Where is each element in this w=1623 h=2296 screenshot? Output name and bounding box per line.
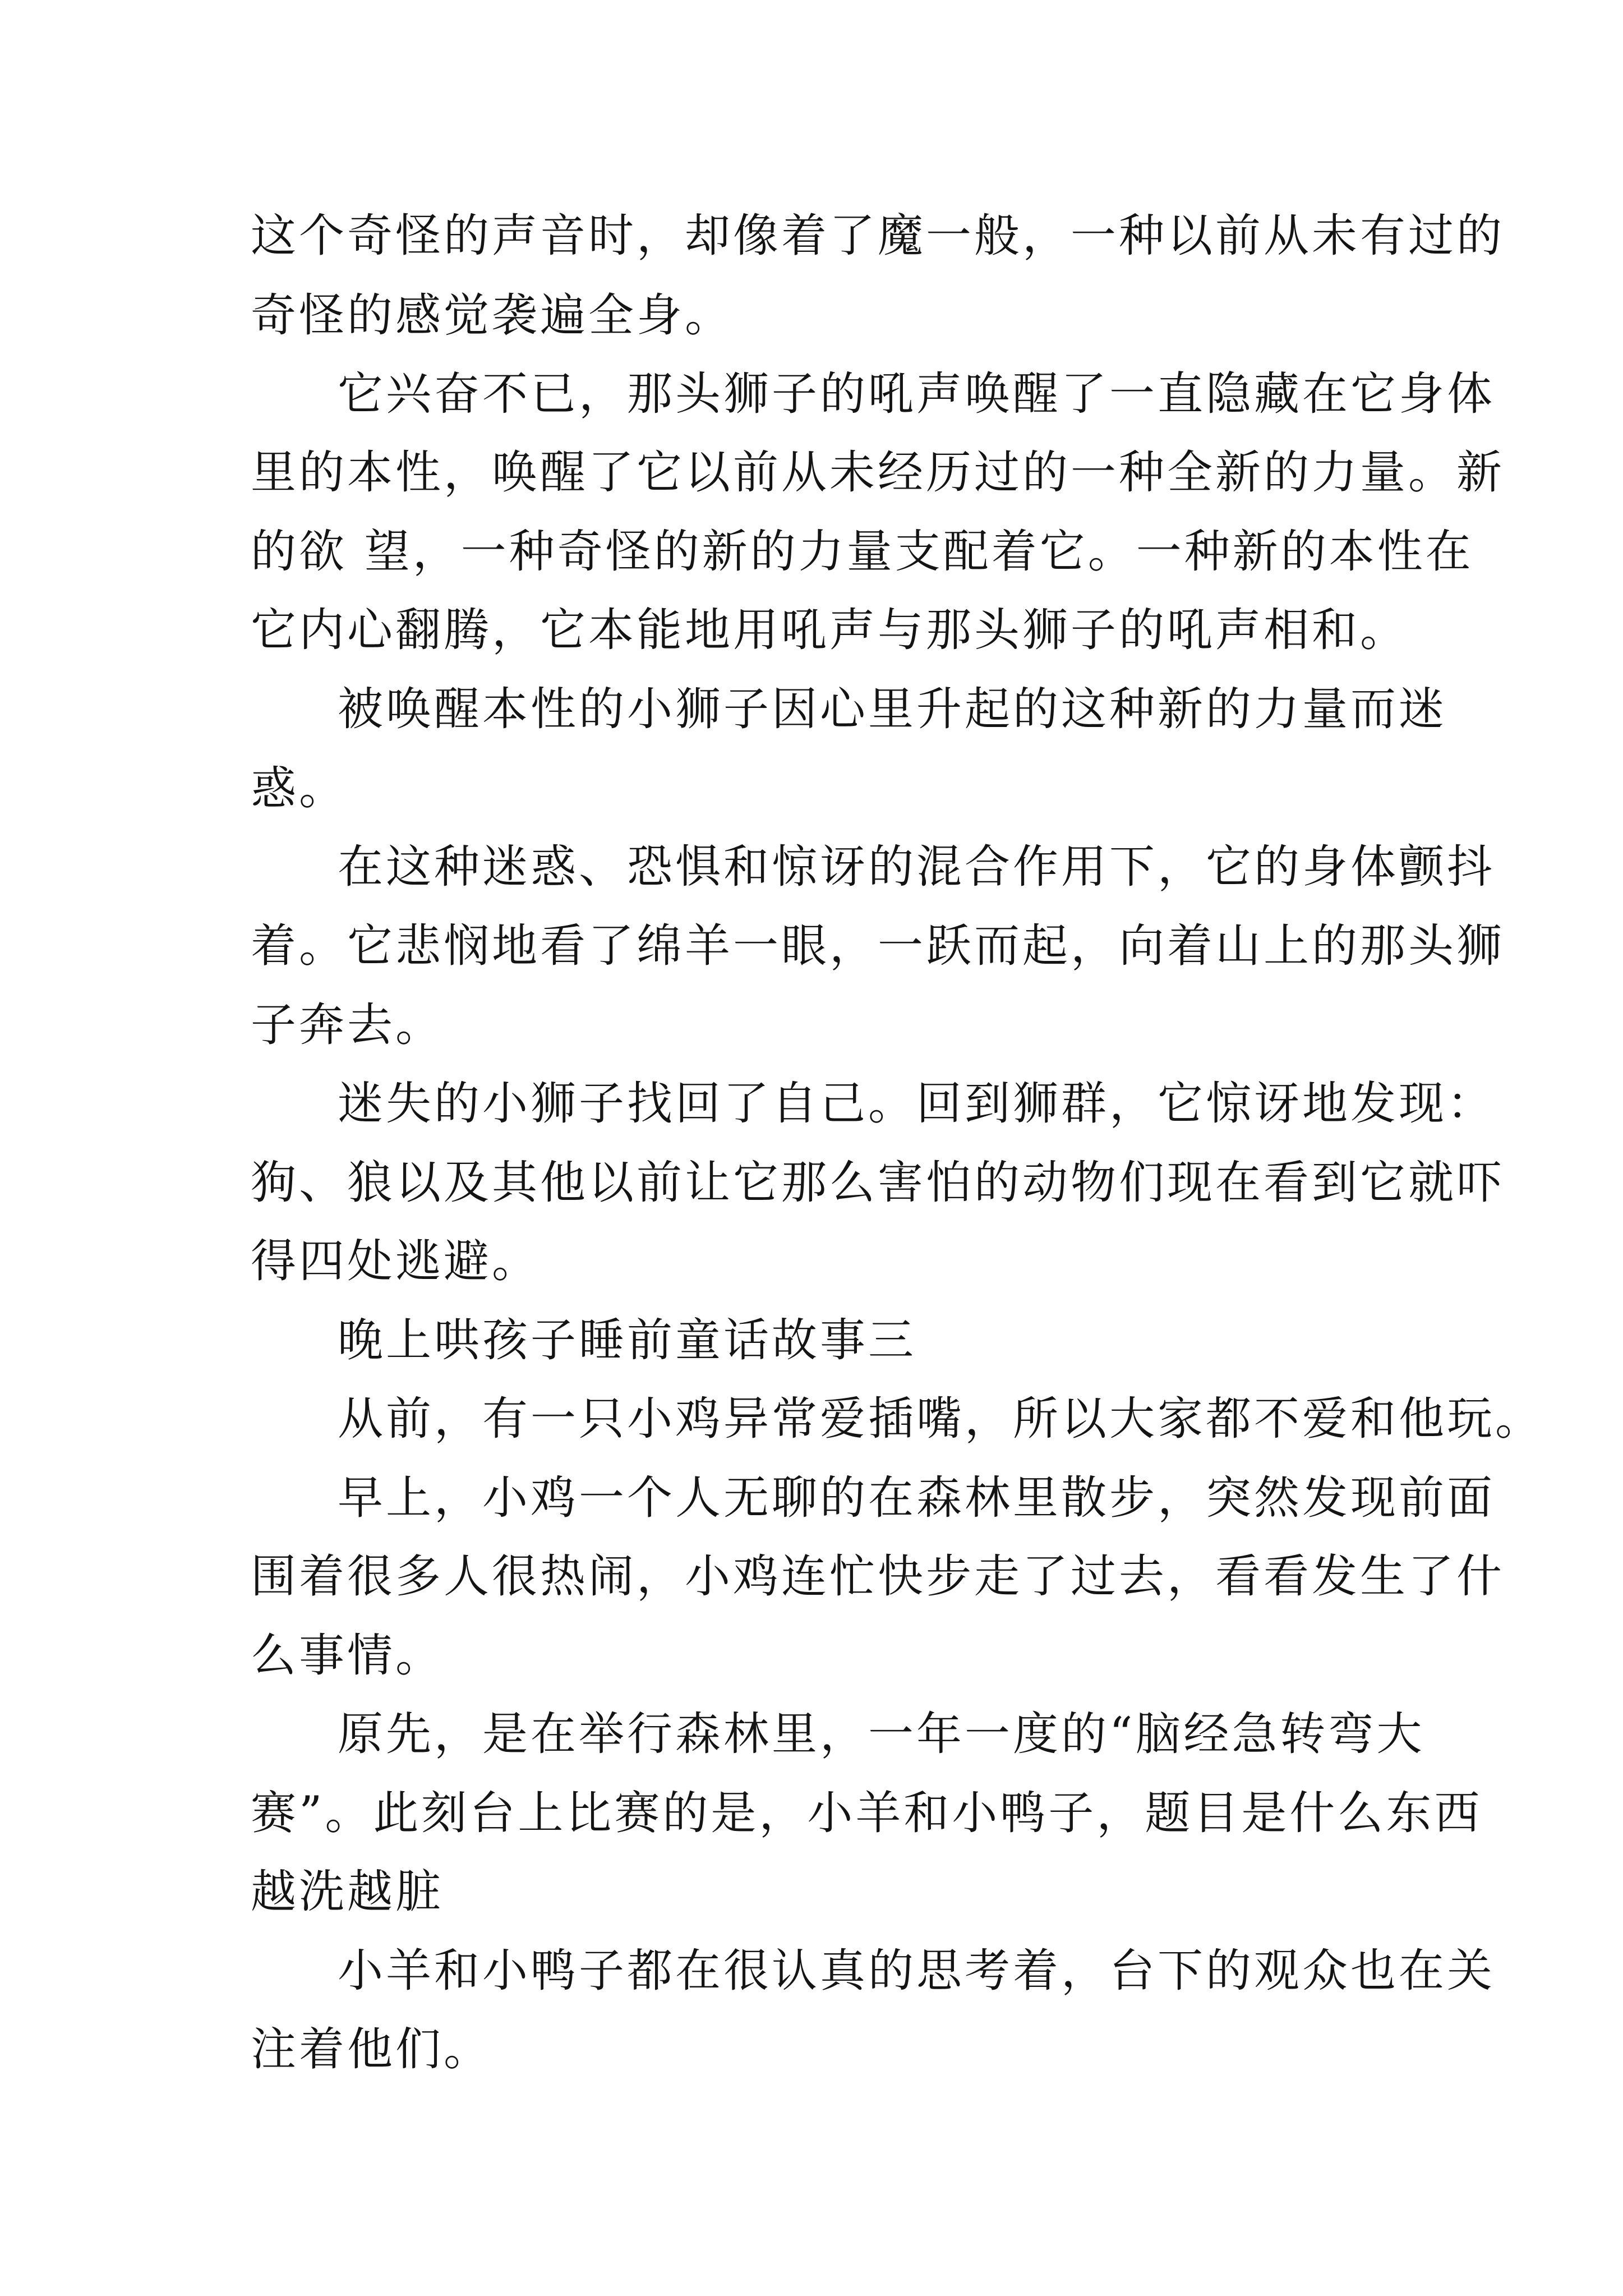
text-line: 从前，有一只小鸡异常爱插嘴，所以大家都不爱和他玩。 bbox=[338, 1393, 1544, 1446]
text-line: 注着他们。 bbox=[251, 2023, 492, 2076]
text-line: 子奔去。 bbox=[251, 999, 444, 1052]
text-line: 原先，是在举行森林里，一年一度的“脑经急转弯大 bbox=[338, 1708, 1425, 1761]
text-line: 赛”。此刻台上比赛的是，小羊和小鸭子，题目是什么东西 bbox=[251, 1787, 1483, 1840]
text-line: 惑。 bbox=[251, 762, 348, 815]
text-line: 着。它悲悯地看了绵羊一眼，一跃而起，向着山上的那头狮 bbox=[251, 920, 1505, 973]
section-heading: 晚上哄孩子睡前童话故事三 bbox=[338, 1314, 917, 1367]
text-line: 早上，小鸡一个人无聊的在森林里散步，突然发现前面 bbox=[338, 1472, 1496, 1525]
text-line: 它内心翻腾，它本能地用吼声与那头狮子的吼声相和。 bbox=[251, 604, 1409, 657]
text-line: 被唤醒本性的小狮子因心里升起的这种新的力量而迷 bbox=[338, 683, 1447, 736]
text-line: 的欲 望，一种奇怪的新的力量支配着它。一种新的本性在 bbox=[251, 526, 1474, 578]
text-line: 得四处逃避。 bbox=[251, 1235, 541, 1288]
text-line: 小羊和小鸭子都在很认真的思考着，台下的观众也在关 bbox=[338, 1945, 1496, 1998]
text-line: 里的本性，唤醒了它以前从未经历过的一种全新的力量。新 bbox=[251, 447, 1505, 499]
text-line: 迷失的小狮子找回了自己。回到狮群，它惊讶地发现： bbox=[338, 1078, 1496, 1130]
text-line: 在这种迷惑、恐惧和惊讶的混合作用下，它的身体颤抖 bbox=[338, 841, 1496, 894]
text-line: 越洗越脏 bbox=[251, 1866, 444, 1918]
text-line: 它兴奋不已，那头狮子的吼声唤醒了一直隐藏在它身体 bbox=[338, 368, 1496, 421]
text-line: 奇怪的感觉袭遍全身。 bbox=[251, 289, 734, 342]
text-line: 围着很多人很热闹，小鸡连忙快步走了过去，看看发生了什 bbox=[251, 1550, 1505, 1603]
text-line: 狗、狼以及其他以前让它那么害怕的动物们现在看到它就吓 bbox=[251, 1157, 1505, 1209]
text-line: 这个奇怪的声音时，却像着了魔一般，一种以前从未有过的 bbox=[251, 210, 1505, 263]
text-line: 么事情。 bbox=[251, 1630, 444, 1682]
